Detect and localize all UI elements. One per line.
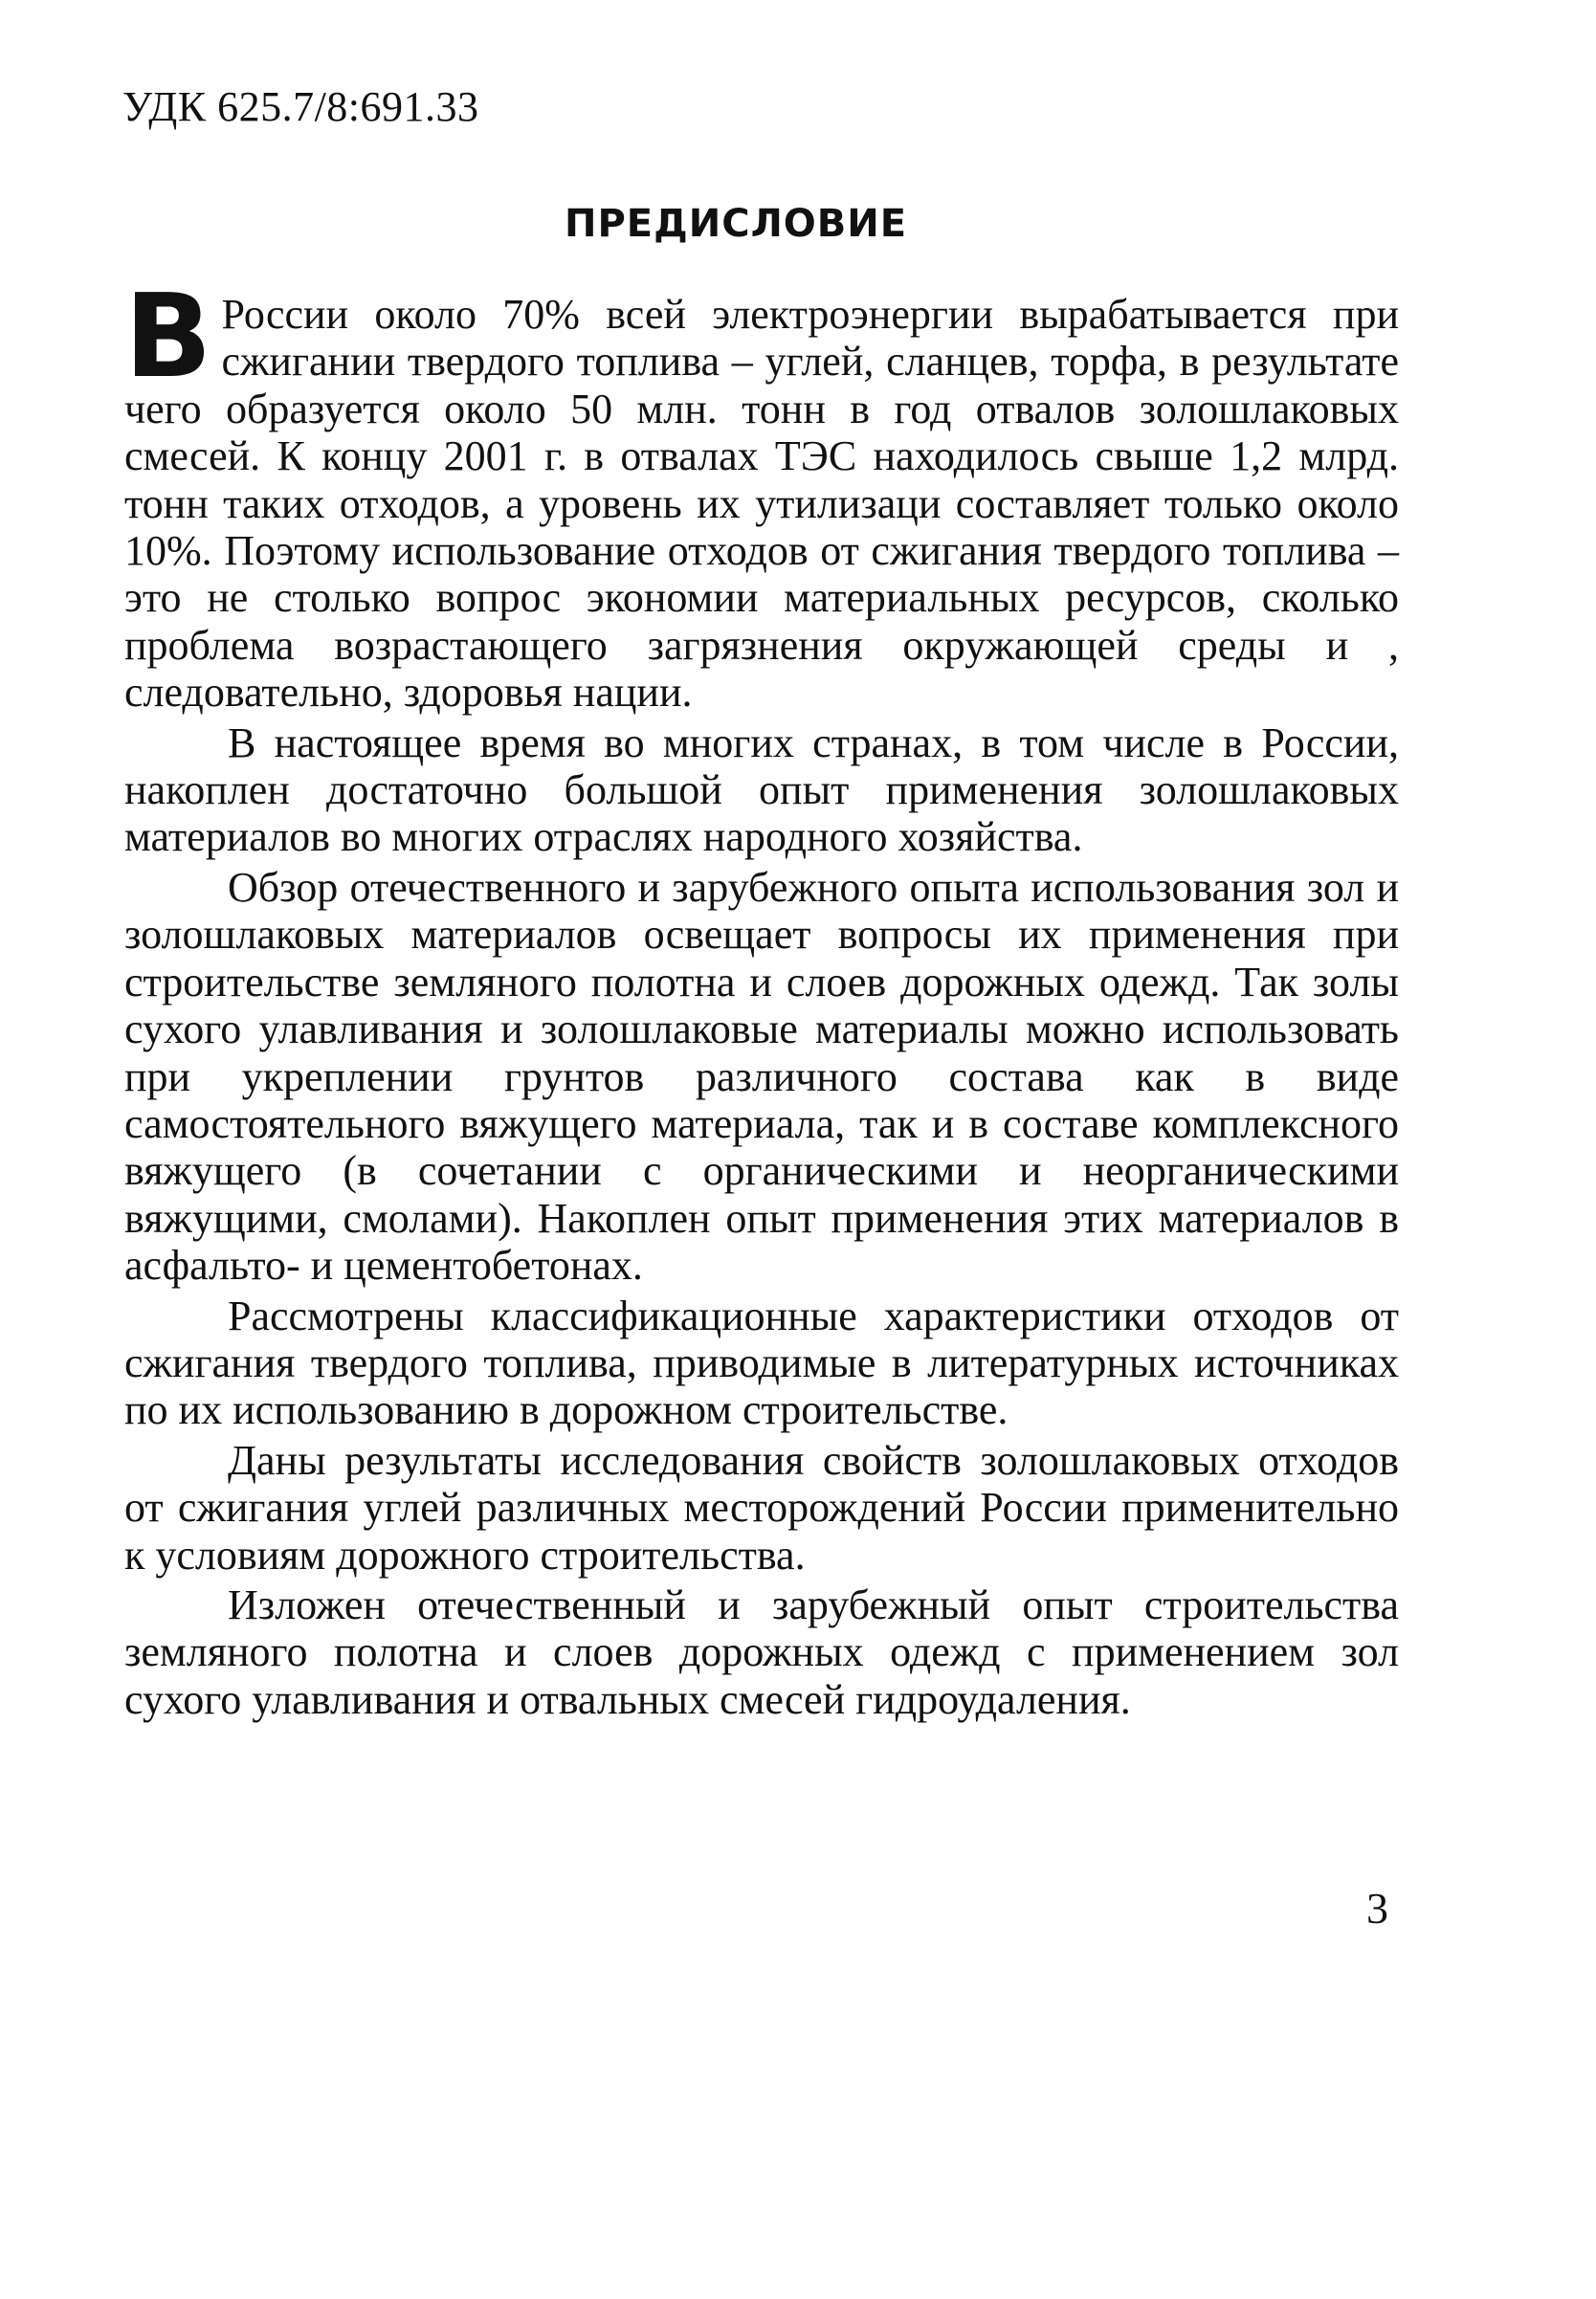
paragraph-6: Изложен отечественный и зарубежный опыт строительства земляного полотна и слоев дорожных одежд с применением зол сухого улавливания и отвальных смесей гидроудаления. — [124, 1581, 1399, 1723]
paragraph-1 — [124, 271, 1399, 717]
drop-cap-letter: В — [124, 271, 212, 404]
paragraph-3: Обзор отечественного и зарубежного опыта использования зол и золошлаковых материалов освещает вопросы их применения при строительстве земляного полотна и слоев дорожных одежд. Так золы сухого улавливания и золошлаковые материалы можно использовать при укреплении грунтов различного состава как в виде самостоятельного вяжущего материала, так и в составе комплексного вяжущего (в сочетании с органическими и неорганическими вяжущими, смолами). Накоплен опыт применения этих материалов в асфальто- и цементобетонах. — [124, 863, 1399, 1290]
paragraph-5: Даны результаты исследования свойств золошлаковых отходов от сжигания углей различных месторождений России применительно к условиям дорожного строительства. — [124, 1436, 1399, 1579]
paragraph-1-text: России около 70% всей электроэнергии вырабатывается при сжигании твердого топлива – углей, сланцев, торфа, в результате чего образуется около 50 млн. тонн в год отвалов золошлаковых смесей. К концу 2001 г. в отвалах ТЭС находилось свыше 1,2 млрд. тонн таких отходов, а уровень их утилизаци составляет только около 10%. Поэтому использование отходов от сжигания твердого топлива – это не столько вопрос экономии материальных ресурсов, сколько проблема возрастающего загрязнения окружающей среды и , следовательно, здоровья нации. — [124, 291, 1399, 717]
udk-code: УДК 625.7/8:691.33 — [122, 83, 479, 130]
page-title: ПРЕДИСЛОВИЕ — [565, 202, 908, 246]
paragraph-2: В настоящее время во многих странах, в том числе в России, накоплен достаточно большой опыт применения золошлаковых материалов во многих отраслях народного хозяйства. — [124, 718, 1399, 861]
body-text — [124, 271, 1399, 1723]
paragraph-4: Рассмотрены классификационные характеристики отходов от сжигания твердого топлива, приводимые в литературных источниках по их использованию в дорожном строительстве. — [124, 1292, 1399, 1434]
page-number: 3 — [1366, 1884, 1388, 1933]
